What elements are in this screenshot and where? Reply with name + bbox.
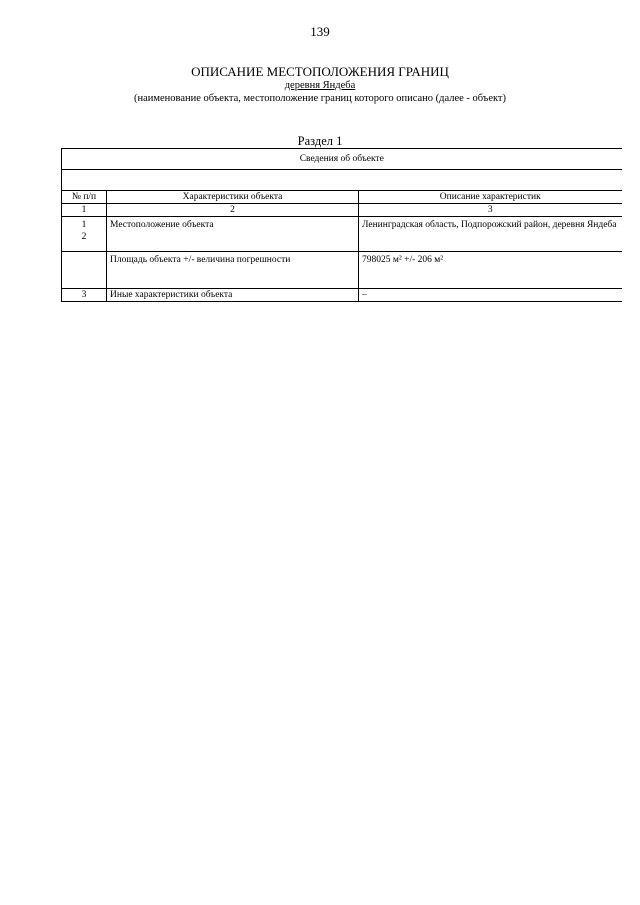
table-caption-row — [62, 149, 622, 170]
object-name-line — [0, 80, 640, 91]
column-number-2: 2 — [107, 204, 359, 217]
header-characteristic: Характеристики объекта — [107, 191, 359, 204]
row-number-cell — [62, 217, 107, 252]
object-name: деревня Яндеба — [284, 80, 356, 91]
row-characteristic: Местоположение объекта — [107, 217, 359, 252]
row-description: – — [359, 289, 622, 302]
column-number-3: 3 — [359, 204, 622, 217]
section-title: Раздел 1 — [297, 134, 343, 148]
row-description: 798025 м² +/- 206 м² — [359, 252, 622, 289]
header-number: № п/п — [62, 191, 107, 204]
row-number-secondary: 2 — [81, 232, 87, 242]
table-row — [62, 217, 622, 252]
row-description: Ленинградская область, Подпорожский район, деревня Яндеба — [359, 217, 622, 252]
table-row — [62, 289, 622, 302]
page-number: 139 — [310, 24, 330, 39]
column-number-1: 1 — [62, 204, 107, 217]
row-characteristic: Площадь объекта +/- величина погрешности — [107, 252, 359, 289]
row-number: 1 — [81, 220, 87, 230]
object-info-table — [61, 148, 622, 302]
header-description: Описание характеристик — [359, 191, 622, 204]
row-number: 3 — [62, 289, 107, 302]
table-row — [62, 252, 622, 289]
document-title: ОПИСАНИЕ МЕСТОПОЛОЖЕНИЯ ГРАНИЦ — [191, 64, 449, 79]
table-column-numbers-row — [62, 204, 622, 217]
table-blank-cell — [62, 170, 622, 191]
table-caption: Сведения об объекте — [62, 149, 622, 170]
object-note: (наименование объекта, местоположение границ которого описано (далее - объект) — [133, 93, 507, 104]
table-header-row — [62, 191, 622, 204]
table-blank-row — [62, 170, 622, 191]
row-number — [62, 252, 107, 289]
row-characteristic: Иные характеристики объекта — [107, 289, 359, 302]
